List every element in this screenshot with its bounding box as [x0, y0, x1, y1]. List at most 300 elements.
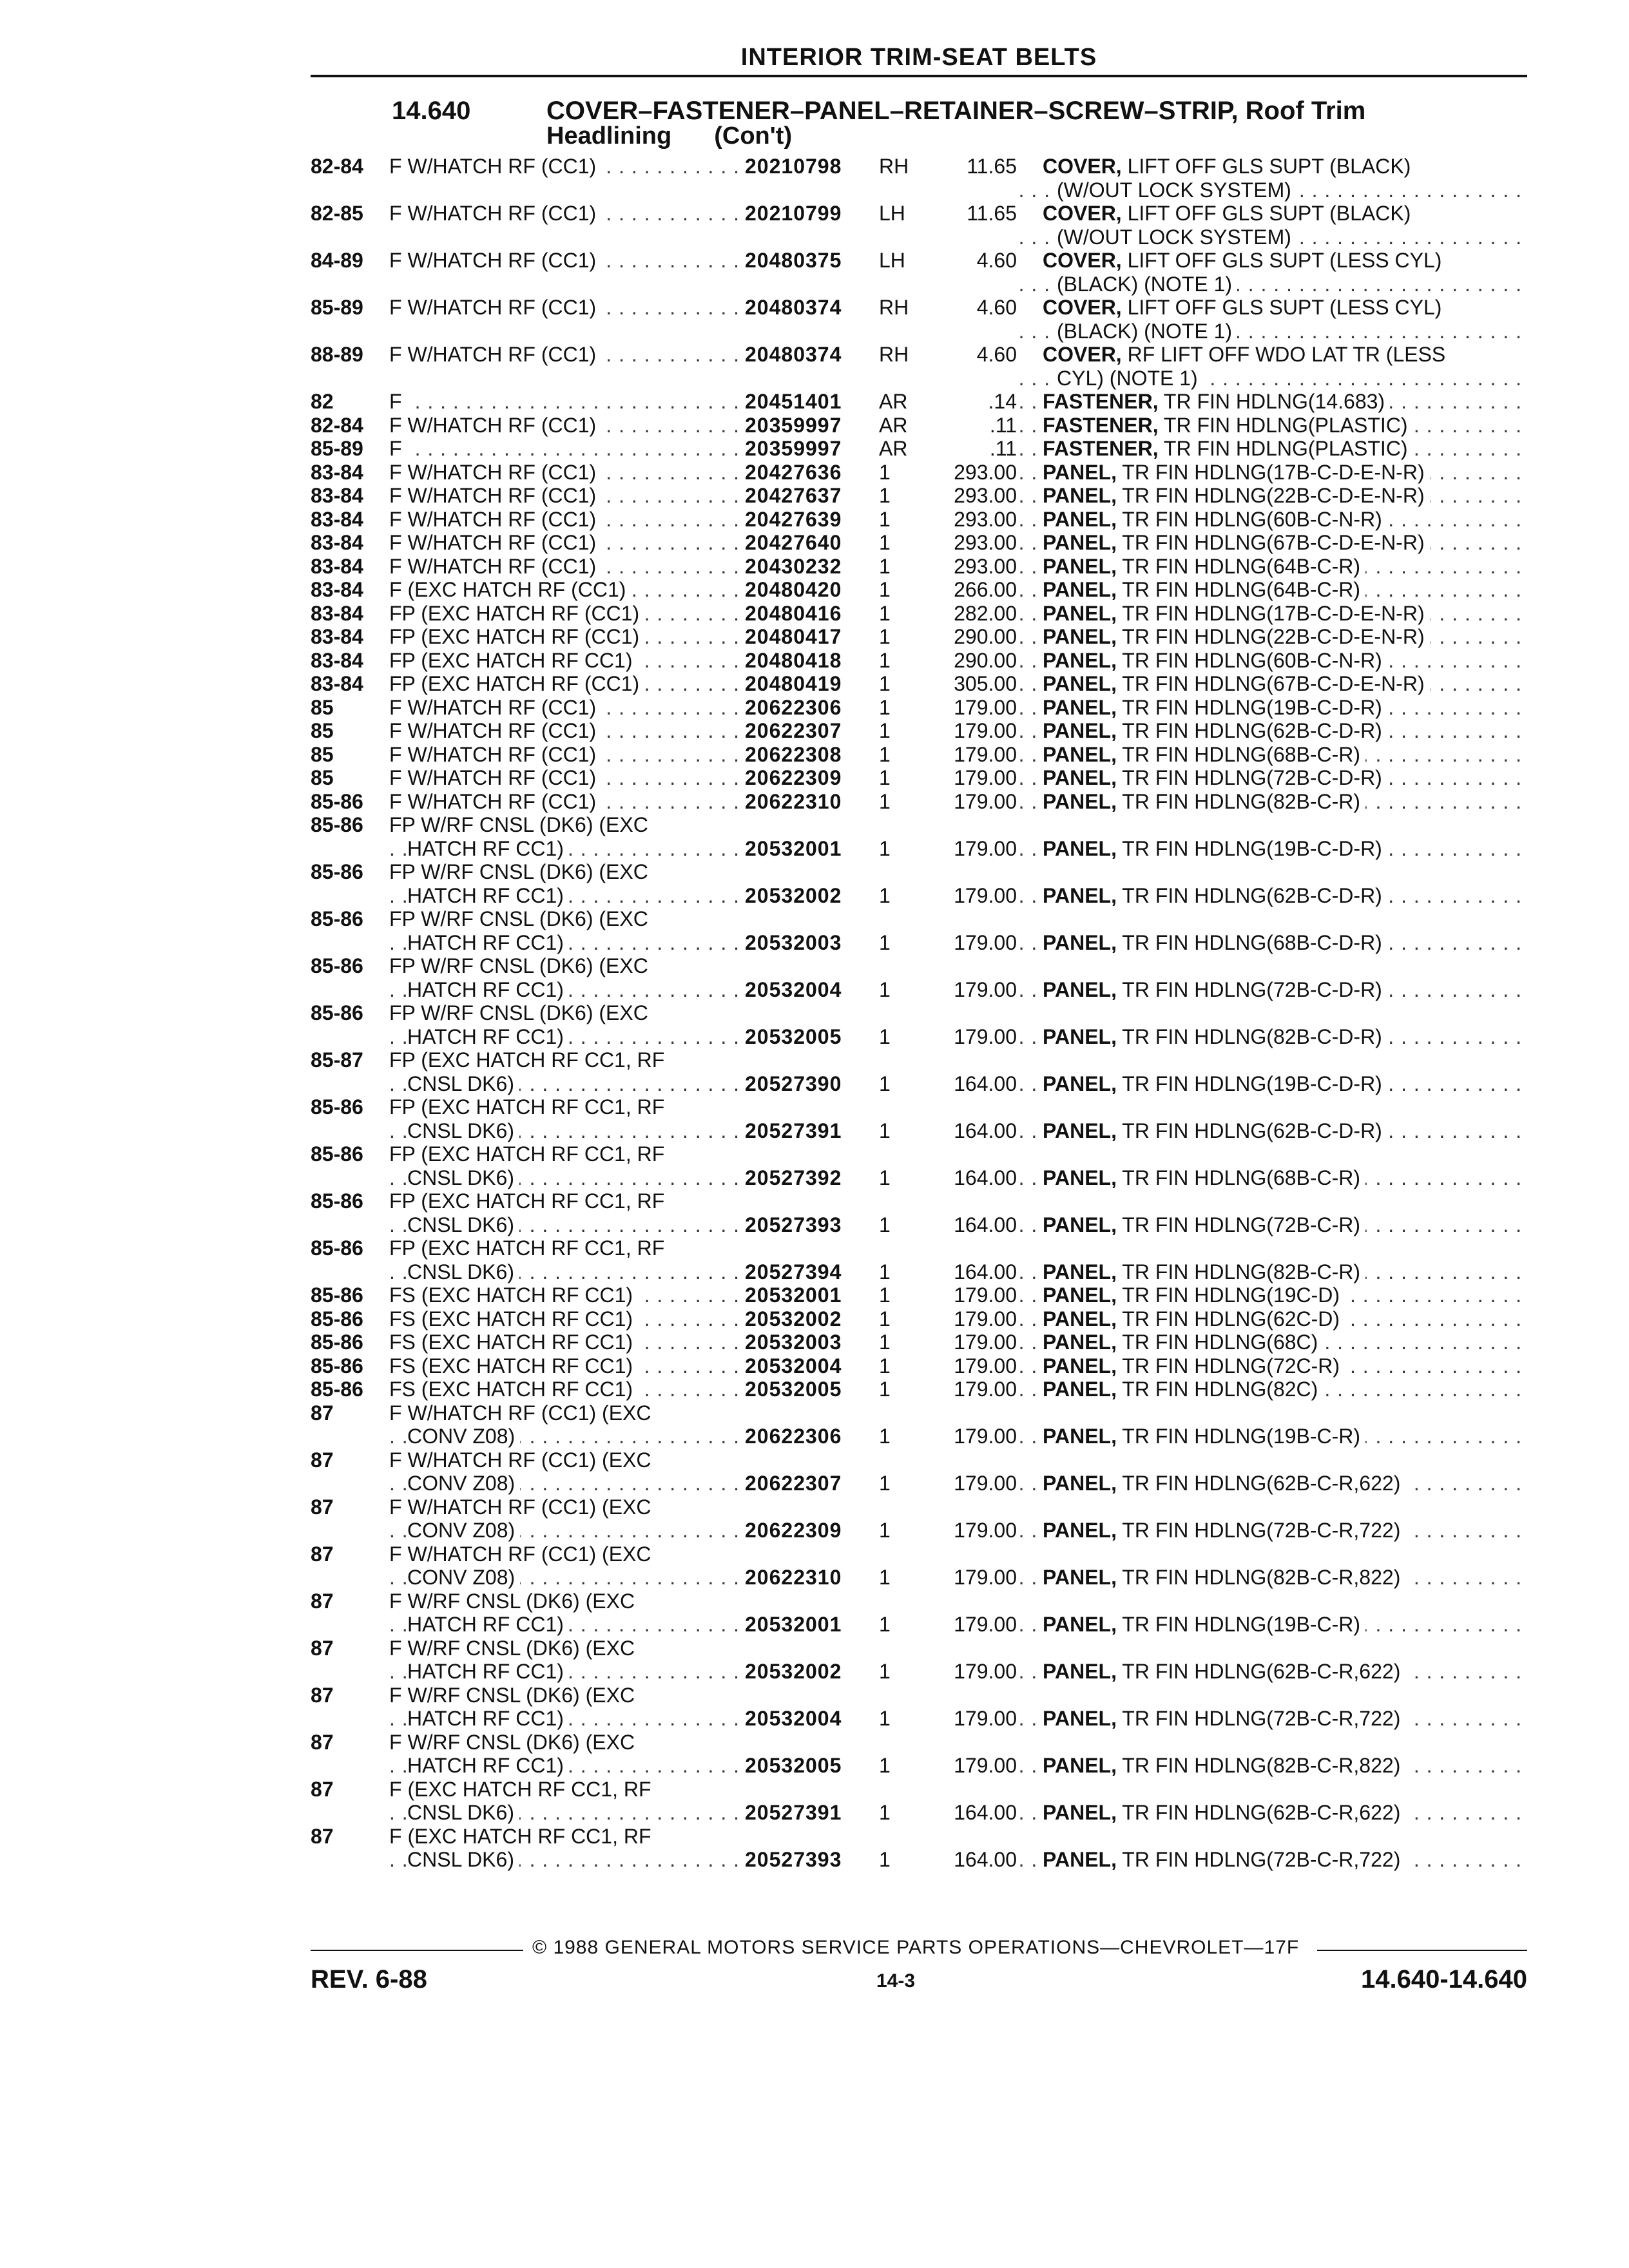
description: [1017, 508, 1527, 532]
part-number: 20427639: [745, 507, 842, 531]
part-row-line: [311, 813, 1527, 837]
description-text: [1043, 343, 1451, 366]
application-spacer: [389, 320, 745, 343]
price: 164.00: [954, 1119, 1017, 1142]
description-text: [1043, 1660, 1405, 1683]
description-text: [1043, 931, 1387, 954]
description: [1017, 1025, 1527, 1049]
model-year-spacer: [311, 1754, 389, 1778]
section-subtitle-headlining: Headlining: [546, 122, 672, 149]
part-row-line: [311, 837, 1527, 861]
description-detail: TR FIN HDLNG(62B-C-R,622): [1122, 1801, 1401, 1824]
desc-spacer: [1017, 1236, 1527, 1260]
description: [1017, 1519, 1527, 1542]
quantity: AR: [879, 413, 908, 437]
part-row-line: [311, 1142, 1527, 1166]
price-spacer: [936, 1637, 1017, 1660]
part-row: [311, 719, 1527, 743]
description-noun: PANEL,: [1043, 1024, 1117, 1048]
part-row-line: [311, 1425, 1527, 1448]
description: [1017, 414, 1527, 437]
application: [389, 649, 745, 673]
part-row: [311, 155, 1527, 202]
part-row-line: [311, 1048, 1527, 1072]
application-continued-text: CONV Z08): [407, 1519, 520, 1542]
part-row-line: [311, 1542, 1527, 1566]
model-year: 85-89: [311, 437, 363, 460]
model-year-spacer: [311, 1425, 389, 1448]
part-number: 20532001: [745, 1283, 842, 1307]
footer-page-number: 14-3: [876, 1970, 916, 1992]
model-year: 87: [311, 1495, 334, 1519]
price: 179.00: [954, 1307, 1017, 1331]
application: [389, 1189, 745, 1213]
price-spacer: [936, 1095, 1017, 1119]
application: [389, 1495, 745, 1519]
description-detail: TR FIN HDLNG(62B-C-R,622): [1122, 1472, 1401, 1495]
part-number: 20532005: [745, 1378, 842, 1401]
price: 179.00: [954, 1354, 1017, 1378]
description-text: [1043, 743, 1365, 766]
application-text: F W/HATCH RF (CC1) (EXC: [389, 1448, 656, 1472]
part-row-line: [311, 1260, 1527, 1284]
qty-spacer: [871, 1448, 936, 1472]
model-year-spacer: [311, 1801, 389, 1825]
part-number: 20527393: [745, 1848, 842, 1871]
model-year-spacer: [311, 320, 389, 343]
application-continued: [389, 1260, 745, 1284]
application: [389, 1542, 745, 1566]
description: [1017, 437, 1527, 461]
qty-spacer: [871, 1731, 936, 1754]
application-continued-text: HATCH RF CC1): [407, 1660, 569, 1683]
part-number-spacer: [745, 367, 871, 390]
application-text: F W/RF CNSL (DK6) (EXC: [389, 1637, 640, 1660]
model-year: 83-84: [311, 460, 363, 484]
description: [1017, 249, 1527, 273]
part-number: 20427640: [745, 531, 842, 554]
description-noun: PANEL,: [1043, 1425, 1117, 1448]
model-year: 85-86: [311, 1189, 363, 1213]
application-continued: [389, 1848, 745, 1872]
price: 293.00: [954, 484, 1017, 507]
part-row-line: [311, 1472, 1527, 1495]
price: 179.00: [954, 1283, 1017, 1307]
part-row: [311, 1001, 1527, 1048]
application-continued-text: CNSL DK6): [407, 1072, 519, 1095]
part-number: 20622306: [745, 1425, 842, 1448]
part-row: [311, 1283, 1527, 1307]
part-number: 20427637: [745, 484, 842, 507]
application-continued: [389, 931, 745, 955]
price: 164.00: [954, 1213, 1017, 1236]
description-text: [1043, 531, 1430, 554]
application-text: FP W/RF CNSL (DK6) (EXC: [389, 954, 653, 977]
application-text: FS (EXC HATCH RF CC1): [389, 1378, 638, 1401]
description-detail: TR FIN HDLNG(19B-C-D-R): [1122, 1072, 1382, 1095]
application: [389, 1825, 745, 1849]
section-number: 14.640: [392, 97, 471, 125]
quantity: 1: [879, 672, 891, 695]
description-continued-text: (W/OUT LOCK SYSTEM): [1057, 226, 1296, 249]
quantity: 1: [879, 1660, 891, 1683]
model-year-spacer: [311, 1848, 389, 1872]
description-noun: PANEL,: [1043, 1519, 1117, 1542]
application-continued-text: CNSL DK6): [407, 1119, 519, 1142]
quantity: 1: [879, 1519, 891, 1542]
description: [1017, 1425, 1527, 1448]
part-row: [311, 249, 1527, 296]
part-row-line: [311, 367, 1527, 390]
price: 179.00: [954, 719, 1017, 742]
part-number: 20527394: [745, 1260, 842, 1283]
application-continued: [389, 1166, 745, 1190]
part-number: 20527392: [745, 1166, 842, 1189]
part-number-spacer: [745, 1684, 871, 1707]
price: 293.00: [954, 507, 1017, 531]
part-row-line: [311, 719, 1527, 743]
price: 4.60: [976, 343, 1017, 366]
part-row: [311, 1236, 1527, 1283]
application-text: F: [389, 390, 407, 413]
model-year: 87: [311, 1824, 334, 1848]
quantity: 1: [879, 531, 891, 554]
application-text: F (EXC HATCH RF CC1, RF: [389, 1778, 657, 1801]
price: 293.00: [954, 531, 1017, 554]
application: [389, 1236, 745, 1260]
application-text: FS (EXC HATCH RF CC1): [389, 1307, 638, 1331]
part-row-line: [311, 766, 1527, 790]
application-continued-text: CONV Z08): [407, 1472, 520, 1495]
application-text: F W/HATCH RF (CC1) (EXC: [389, 1401, 656, 1425]
part-row-line: [311, 1778, 1527, 1802]
model-year: 83-84: [311, 672, 363, 695]
qty-spacer: [871, 1825, 936, 1849]
description: [1017, 743, 1527, 767]
description-noun: PANEL,: [1043, 1072, 1117, 1095]
description-text: [1043, 1425, 1365, 1448]
description-text: [1043, 884, 1387, 907]
part-row-line: [311, 860, 1527, 884]
model-year: 85-86: [311, 789, 363, 813]
application-continued: [389, 1566, 745, 1590]
application-continued: [389, 1072, 745, 1096]
description-noun: PANEL,: [1043, 1283, 1117, 1307]
quantity: 1: [879, 1801, 891, 1824]
part-number-spacer: [745, 1542, 871, 1566]
part-number: 20532002: [745, 883, 842, 907]
model-year: 82-85: [311, 202, 363, 225]
description-detail: TR FIN HDLNG(62B-C-D-R): [1122, 719, 1382, 742]
application-text: F: [389, 437, 407, 460]
model-year: 85: [311, 695, 334, 719]
description: [1017, 1354, 1527, 1378]
description-text: [1043, 625, 1430, 648]
model-year-spacer: [311, 1519, 389, 1542]
application: [389, 1401, 745, 1425]
price: 179.00: [954, 977, 1017, 1001]
price-spacer: [936, 1825, 1017, 1849]
section-subtitle-continued: (Con't): [714, 122, 793, 149]
part-number: 20622309: [745, 766, 842, 789]
model-year-spacer: [311, 978, 389, 1002]
quantity: 1: [879, 1024, 891, 1048]
description-continued-text: (BLACK) (NOTE 1): [1057, 320, 1237, 343]
part-number-spacer: [745, 1448, 871, 1472]
description-text: [1043, 484, 1430, 507]
price: 164.00: [954, 1848, 1017, 1871]
description-detail: TR FIN HDLNG(62B-C-R,622): [1122, 1660, 1401, 1683]
description-noun: PANEL,: [1043, 789, 1117, 813]
application-continued: [389, 1119, 745, 1143]
quantity: 1: [879, 695, 891, 719]
model-year: 85: [311, 742, 334, 766]
part-row-line: [311, 155, 1527, 178]
description-text: [1043, 1519, 1405, 1542]
application: [389, 578, 745, 602]
desc-spacer: [1017, 860, 1527, 884]
part-row-line: [311, 978, 1527, 1002]
description-noun: PANEL,: [1043, 1707, 1117, 1730]
description-detail: TR FIN HDLNG(68B-C-R): [1122, 742, 1361, 766]
description-detail: LIFT OFF GLS SUPT (LESS CYL): [1127, 249, 1442, 272]
description-noun: PANEL,: [1043, 1848, 1117, 1871]
part-number: 20622306: [745, 695, 842, 719]
price: 179.00: [954, 1613, 1017, 1636]
application: [389, 155, 745, 178]
price: 179.00: [954, 789, 1017, 813]
application-continued: [389, 1472, 745, 1495]
application-text: F W/HATCH RF (CC1) (EXC: [389, 1495, 656, 1519]
quantity: 1: [879, 484, 891, 507]
part-row-line: [311, 1660, 1527, 1684]
description: [1017, 1166, 1527, 1190]
description-detail: TR FIN HDLNG(17B-C-D-E-N-R): [1122, 460, 1425, 484]
part-row-line: [311, 1448, 1527, 1472]
part-row-line: [311, 1119, 1527, 1143]
application-text: F W/HATCH RF (CC1): [389, 414, 601, 437]
description-text: [1043, 508, 1387, 531]
price: 4.60: [976, 296, 1017, 319]
part-number: 20451401: [745, 390, 842, 413]
application-text: FS (EXC HATCH RF CC1): [389, 1331, 638, 1354]
description: [1017, 1260, 1527, 1284]
part-number: 20359997: [745, 413, 842, 437]
description-continued: [1017, 320, 1527, 343]
part-number: 20527391: [745, 1119, 842, 1142]
part-number-spacer: [745, 907, 871, 931]
application-continued: [389, 1519, 745, 1542]
description-text: [1043, 249, 1447, 272]
model-year-spacer: [311, 1260, 389, 1284]
desc-spacer: [1017, 1590, 1527, 1613]
qty-spacer: [871, 907, 936, 931]
model-year: 85-86: [311, 1331, 363, 1354]
application-text: F W/HATCH RF (CC1): [389, 555, 601, 578]
quantity: 1: [879, 1213, 891, 1236]
desc-spacer: [1017, 1825, 1527, 1849]
description-text: [1043, 1848, 1405, 1871]
part-row: [311, 437, 1527, 461]
qty-spacer: [871, 1495, 936, 1519]
price-spacer: [936, 1542, 1017, 1566]
part-number-spacer: [745, 954, 871, 978]
part-row: [311, 1684, 1527, 1731]
price: 179.00: [954, 1566, 1017, 1589]
part-number: 20532004: [745, 1707, 842, 1730]
quantity: 1: [879, 625, 891, 648]
model-year: 87: [311, 1448, 334, 1472]
description-text: [1043, 1213, 1365, 1236]
part-number-spacer: [745, 226, 871, 249]
application-continued: [389, 884, 745, 908]
application-spacer: [389, 226, 745, 249]
part-number: 20480420: [745, 578, 842, 601]
application-spacer: [389, 367, 745, 390]
description-detail: TR FIN HDLNG(19B-C-R): [1122, 1613, 1361, 1636]
part-row: [311, 1095, 1527, 1142]
part-number-spacer: [745, 1778, 871, 1802]
application-text: FP W/RF CNSL (DK6) (EXC: [389, 860, 653, 883]
price-spacer: [936, 860, 1017, 884]
model-year-spacer: [311, 1613, 389, 1637]
application-text: F W/HATCH RF (CC1): [389, 343, 601, 366]
description-noun: PANEL,: [1043, 883, 1117, 907]
application: [389, 531, 745, 555]
application-continued-text: CNSL DK6): [407, 1260, 519, 1283]
model-year: 87: [311, 1401, 334, 1425]
description-noun: PANEL,: [1043, 1566, 1117, 1589]
application-continued-text: CONV Z08): [407, 1425, 520, 1448]
qty-spacer: [871, 1401, 936, 1425]
quantity: 1: [879, 883, 891, 907]
quantity: 1: [879, 1472, 891, 1495]
description-noun: PANEL,: [1043, 648, 1117, 672]
model-year: 85: [311, 766, 334, 789]
price: 179.00: [954, 1024, 1017, 1048]
part-row-line: [311, 1331, 1527, 1354]
part-number: 20527393: [745, 1213, 842, 1236]
price: 164.00: [954, 1166, 1017, 1189]
price-spacer: [936, 367, 1017, 390]
model-year-spacer: [311, 178, 389, 202]
quantity: LH: [879, 202, 905, 225]
quantity: 1: [879, 1754, 891, 1777]
model-year: 83-84: [311, 625, 363, 648]
footer-copyright: © 1988 GENERAL MOTORS SERVICE PARTS OPERATIONS—CHEVROLET—17F: [532, 1937, 1300, 1958]
part-number-spacer: [745, 1236, 871, 1260]
description-continued-text: (BLACK) (NOTE 1): [1057, 273, 1237, 296]
price: 179.00: [954, 1519, 1017, 1542]
price: 179.00: [954, 1331, 1017, 1354]
qty-spacer: [871, 813, 936, 837]
part-number: 20427636: [745, 460, 842, 484]
application: [389, 202, 745, 226]
description: [1017, 155, 1527, 178]
desc-spacer: [1017, 1095, 1527, 1119]
part-row-line: [311, 696, 1527, 720]
part-row-line: [311, 1731, 1527, 1754]
description-noun: PANEL,: [1043, 695, 1117, 719]
model-year: 82-84: [311, 155, 363, 178]
application-text: F W/HATCH RF (CC1): [389, 743, 601, 766]
description-noun: PANEL,: [1043, 977, 1117, 1001]
part-number: 20480375: [745, 249, 842, 272]
application-text: F W/HATCH RF (CC1): [389, 484, 601, 507]
part-row-line: [311, 508, 1527, 532]
price: 293.00: [954, 460, 1017, 484]
qty-spacer: [871, 1095, 936, 1119]
desc-spacer: [1017, 954, 1527, 978]
part-row-line: [311, 1025, 1527, 1049]
application: [389, 414, 745, 437]
part-row-line: [311, 578, 1527, 602]
model-year: 85-86: [311, 907, 363, 930]
quantity: 1: [879, 1848, 891, 1871]
description-detail: TR FIN HDLNG(72B-C-R): [1122, 1213, 1361, 1236]
application-continued-text: HATCH RF CC1): [407, 978, 569, 1001]
description-noun: PANEL,: [1043, 719, 1117, 742]
qty-spacer: [871, 1142, 936, 1166]
description-noun: PANEL,: [1043, 507, 1117, 531]
part-number-spacer: [745, 1637, 871, 1660]
description: [1017, 1801, 1527, 1825]
description-detail: TR FIN HDLNG(22B-C-D-E-N-R): [1122, 625, 1425, 648]
description-noun: PANEL,: [1043, 484, 1117, 507]
application-continued-text: CONV Z08): [407, 1566, 520, 1589]
description: [1017, 1307, 1527, 1331]
part-row: [311, 1142, 1527, 1189]
part-row-line: [311, 1354, 1527, 1378]
application-text: F (EXC HATCH RF (CC1): [389, 578, 631, 601]
quantity: AR: [879, 390, 908, 413]
quantity: 1: [879, 1378, 891, 1401]
description: [1017, 202, 1527, 226]
description: [1017, 766, 1527, 790]
part-row-line: [311, 1495, 1527, 1519]
qty-spacer: [871, 1189, 936, 1213]
application-continued: [389, 837, 745, 861]
price-spacer: [936, 1236, 1017, 1260]
description-text: [1043, 672, 1430, 695]
application-text: FS (EXC HATCH RF CC1): [389, 1283, 638, 1307]
desc-spacer: [1017, 1495, 1527, 1519]
quantity: 1: [879, 554, 891, 578]
desc-spacer: [1017, 1448, 1527, 1472]
description-noun: PANEL,: [1043, 554, 1117, 578]
description: [1017, 884, 1527, 908]
description-detail: TR FIN HDLNG(17B-C-D-E-N-R): [1122, 601, 1425, 625]
price-spacer: [936, 954, 1017, 978]
application: [389, 1637, 745, 1660]
description-noun: PANEL,: [1043, 930, 1117, 954]
application: [389, 1307, 745, 1331]
price-spacer: [936, 1495, 1017, 1519]
quantity: 1: [879, 719, 891, 742]
description-noun: PANEL,: [1043, 1119, 1117, 1142]
description: [1017, 625, 1527, 649]
description-continued: [1017, 367, 1527, 390]
description-text: [1043, 1119, 1387, 1142]
description-text: [1043, 649, 1387, 672]
part-row-line: [311, 273, 1527, 296]
model-year: 83-84: [311, 484, 363, 507]
application-text: FP W/RF CNSL (DK6) (EXC: [389, 1001, 653, 1024]
application-continued-text: HATCH RF CC1): [407, 1754, 569, 1777]
part-number: 20622307: [745, 719, 842, 742]
part-number: 20480419: [745, 672, 842, 695]
quantity: 1: [879, 789, 891, 813]
